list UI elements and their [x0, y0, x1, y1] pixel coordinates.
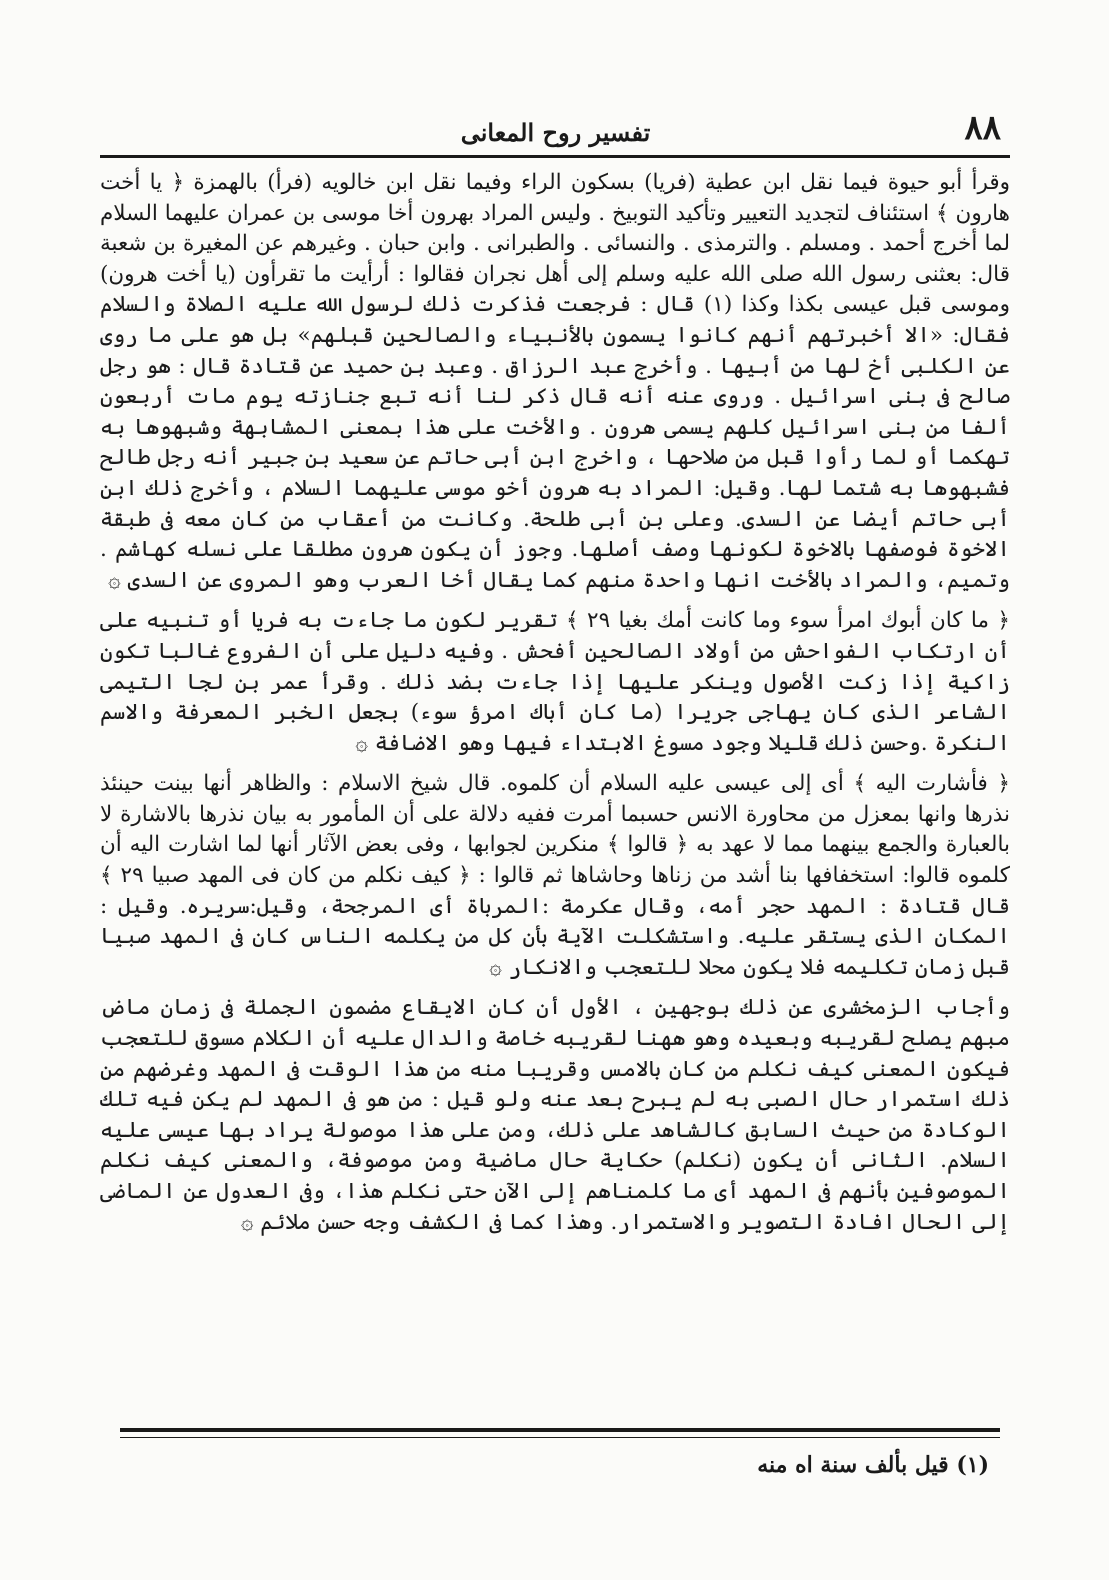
paragraph-1: وقرأ أبو حيوة فيما نقل ابن عطية (فريا) بسكون الراء وفيما نقل ابن خالويه (فرأ) بالهمزة ﴿ يا أخت هارون ﴾ استئناف لتجديد التعيير وتأكيد التوبيخ . وليس المراد بهرون أخا موسى بن عمران عليهما السلام لما أخرج أحمد . ومسلم . والترمذى . والنسائى . والطبرانى . وابن حبان . وغيرهم عن المغيرة بن شعبة قال: بعثنى رسول الله صلى الله عليه وسلم إلى أهل نجران فقالوا : أرأيت ما تقرأون (يا أخت هرون) وموسى قبل عيسى بكذا وكذا (١) قال : فرجعت فذكرت ذلك لرسول الله عليه الصلاة والسلام فقال: «الا أخبرتهم أنهم كانوا يسمون بالأنبياء والصالحين قبلهم» بل هو على ما روى عن الكلبى أخ لها من أبيها . وأخرج عبد الرزاق . وعبد بن حميد عن قتادة قال : هو رجل صالح فى بنى اسرائيل . وروى عنه أنه قال ذكر لنا أنه تبع جنازته يوم مات أربعون ألفا من بنى اسرائيل كلهم يسمى هرون . والأخت على هذا بمعنى المشابهة وشبهوها به تهكما أو لما رأوا قبل من صلاحها ، واخرج ابن أبى حاتم عن سعيد بن جبير أنه رجل طالح فشبهوها به شتما لها. وقيل: المراد به هرون أخو موسى عليهما السلام ، وأخرج ذلك ابن أبى حاتم أيضا عن السدى. وعلى بن أبى طلحة. وكانت من أعقاب من كان معه فى طبقة الاخوة فوصفها بالاخوة لكونها وصف أصلها. وجوز أن يكون هرون مطلقا على نسله كهاشم . وتميم، والمراد بالأخت انها واحدة منهم كما يقال أخا العرب وهو المروى عن السدى ۞ [100, 170, 1010, 593]
footnote: (١) قيل بألف سنة اه منه [757, 1452, 989, 1478]
paragraph-2: ﴿ ما كان أبوك امرأ سوء وما كانت أمك بغيا ٢٩ ﴾ تقرير لكون ما جاءت به فريا أو تنبيه على أن ارتكاب الفواحش من أولاد الصالحين أفحش . وفيه دليل على أن الفروع غالبا تكون زاكية إذا زكت الأصول وينكر عليها إذا جاءت بضد ذلك . وقرأ عمر بن لجا التيمى الشاعر الذى كان يهاجى جريرا (ما كان أباك امرؤ سوء) بجعل الخبر المعرفة والاسم النكرة .وحسن ذلك قليلا وجود مسوغ الابتداء فيها وهو الاضافة ۞ [100, 608, 1011, 756]
paragraph-4: وأجاب الزمخشرى عن ذلك بوجهين ، الأول أن كان الايقاع مضمون الجملة فى زمان ماض مبهم يصلح لقريبه وبعيده وهو ههنا لقريبه خاصة والدال عليه أن الكلام مسوق للتعجب فيكون المعنى كيف نكلم من كان بالامس وقريبا منه من هذا الوقت فى المهد وغرضهم من ذلك استمرار حال الصبى به لم يبرح بعد عنه ولو قيل : من هو فى المهد لم يكن فيه تلك الوكادة من حيث السابق كالشاهد على ذلك، ومن على هذا موصولة يراد بها عيسى عليه السلام. الثانى أن يكون (نكلم) حكاية حال ماضية ومن موصوفة، والمعنى كيف نكلم الموصوفين بأنهم فى المهد أى ما كلمناهم إلى الآن حتى نكلم هذا، وفى العدول عن الماضى إلى الحال افادة التصوير والاستمرار. وهذا كما فى الكشف وجه حسن ملائم ۞ [100, 995, 1010, 1235]
page-number: ٨٨ [964, 108, 1001, 148]
footnote-rule-thin [120, 1437, 1000, 1438]
body-text [100, 168, 1010, 1238]
running-title: تفسير روح المعانى [460, 118, 651, 147]
page-header [98, 108, 1013, 158]
header-rule [100, 155, 1010, 158]
footnote-rule [120, 1428, 1000, 1432]
paragraph-3: ﴿ فأشارت اليه ﴾ أى إلى عيسى عليه السلام أن كلموه. قال شيخ الاسلام : والظاهر أنها بينت حينئذ نذرها وانها بمعزل من محاورة الانس حسبما أمرت ففيه دلالة على أن المأمور به بيان نذرها بالاشارة لا بالعبارة والجمع بينهما مما لا عهد به ﴿ قالوا ﴾ منكرين لجوابها ، وفى بعض الآثار أنها لما اشارت اليه أن كلموه قالوا: استخفافها بنا أشد من زناها وحاشاها ثم قالوا : ﴿ كيف نكلم من كان فى المهد صبيا ٢٩ ﴾ قال قتادة : المهد حجر أمه، وقال عكرمة :المرباة أى المرجحة، وقيل:سريره. وقيل : المكان الذى يستقر عليه. واستشكلت الآية بأن كل من يكلمه الناس كان فى المهد صبيا قبل زمان تكليمه فلا يكون محلا للتعجب والانكار ۞ [100, 771, 1010, 980]
